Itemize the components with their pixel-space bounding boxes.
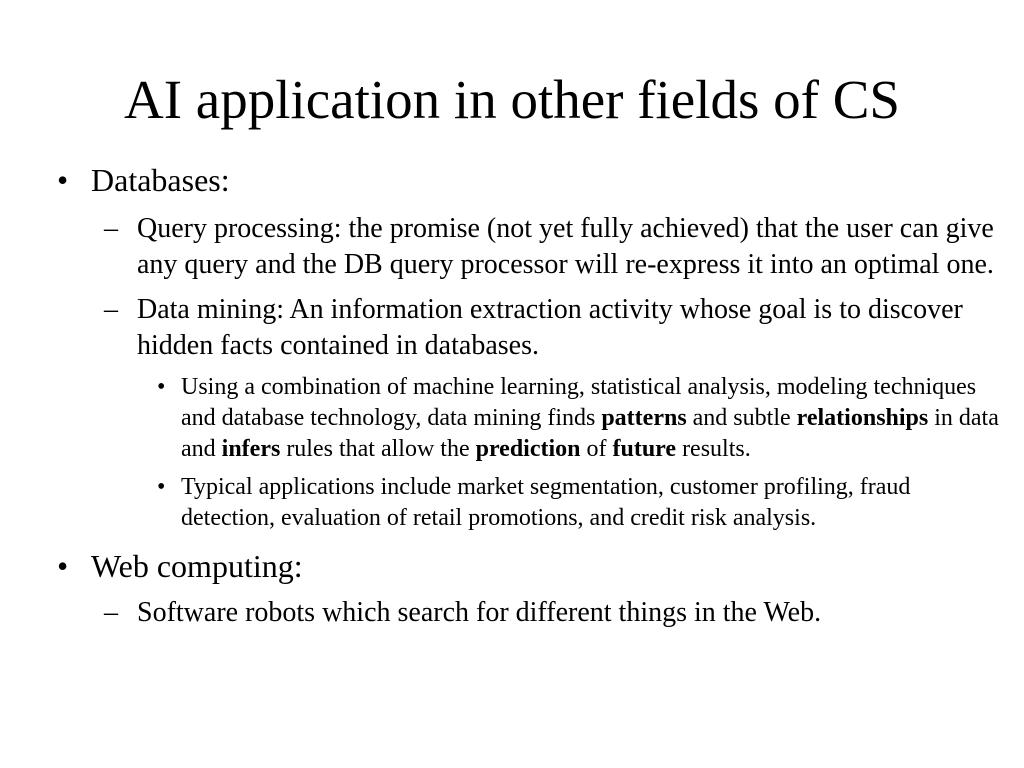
bullet-databases — [0, 160, 1000, 200]
bullet-marker: • — [57, 548, 69, 584]
subsubbullet-text — [181, 372, 1000, 465]
dash-marker: – — [104, 597, 118, 628]
subbullet-data-mining — [0, 292, 1000, 364]
bullet-marker: • — [57, 162, 69, 198]
subbullet-text: Query processing: the promise (not yet fully achieved) that the user can give any query and the DB query processor will re-express it into an optimal one. — [137, 213, 994, 280]
bullet-web-computing — [0, 546, 1000, 586]
text-run: results. — [676, 436, 751, 462]
text-run: in data and — [181, 405, 999, 462]
dash-marker: – — [104, 213, 118, 244]
bullet-marker: • — [157, 474, 166, 500]
emphasis-prediction: prediction — [475, 436, 581, 462]
bullet-text: Web computing: — [91, 548, 303, 584]
emphasis-infers: infers — [221, 436, 281, 462]
emphasis-patterns: patterns — [601, 405, 687, 431]
subsubbullet-text: Typical applications include market segmentation, customer profiling, fraud detection, evaluation of retail promotions, and credit risk analysis. — [181, 474, 911, 531]
emphasis-future: future — [612, 436, 677, 462]
text-run: and subtle — [686, 405, 797, 431]
bullet-marker: • — [157, 374, 166, 400]
text-run: Using a combination of machine learning, statistical analysis, modeling techniques and database technology, data mining finds — [181, 374, 977, 431]
subbullet-query-processing — [0, 211, 1000, 283]
subbullet-software-robots — [0, 595, 1000, 631]
slide-title: AI application in other fields of CS — [124, 69, 900, 130]
subsubbullet-typical-applications — [0, 472, 1000, 534]
subbullet-text: Software robots which search for different things in the Web. — [137, 597, 822, 628]
text-run: rules that allow the — [280, 436, 476, 462]
subbullet-text: Data mining: An information extraction activity whose goal is to discover hidden facts contained in databases. — [137, 294, 963, 361]
text-run: of — [580, 436, 613, 462]
slide-content — [0, 160, 1000, 631]
subsubbullet-combination — [0, 372, 1000, 465]
emphasis-relationships: relationships — [796, 405, 929, 431]
bullet-text: Databases: — [91, 162, 230, 198]
dash-marker: – — [104, 294, 118, 325]
